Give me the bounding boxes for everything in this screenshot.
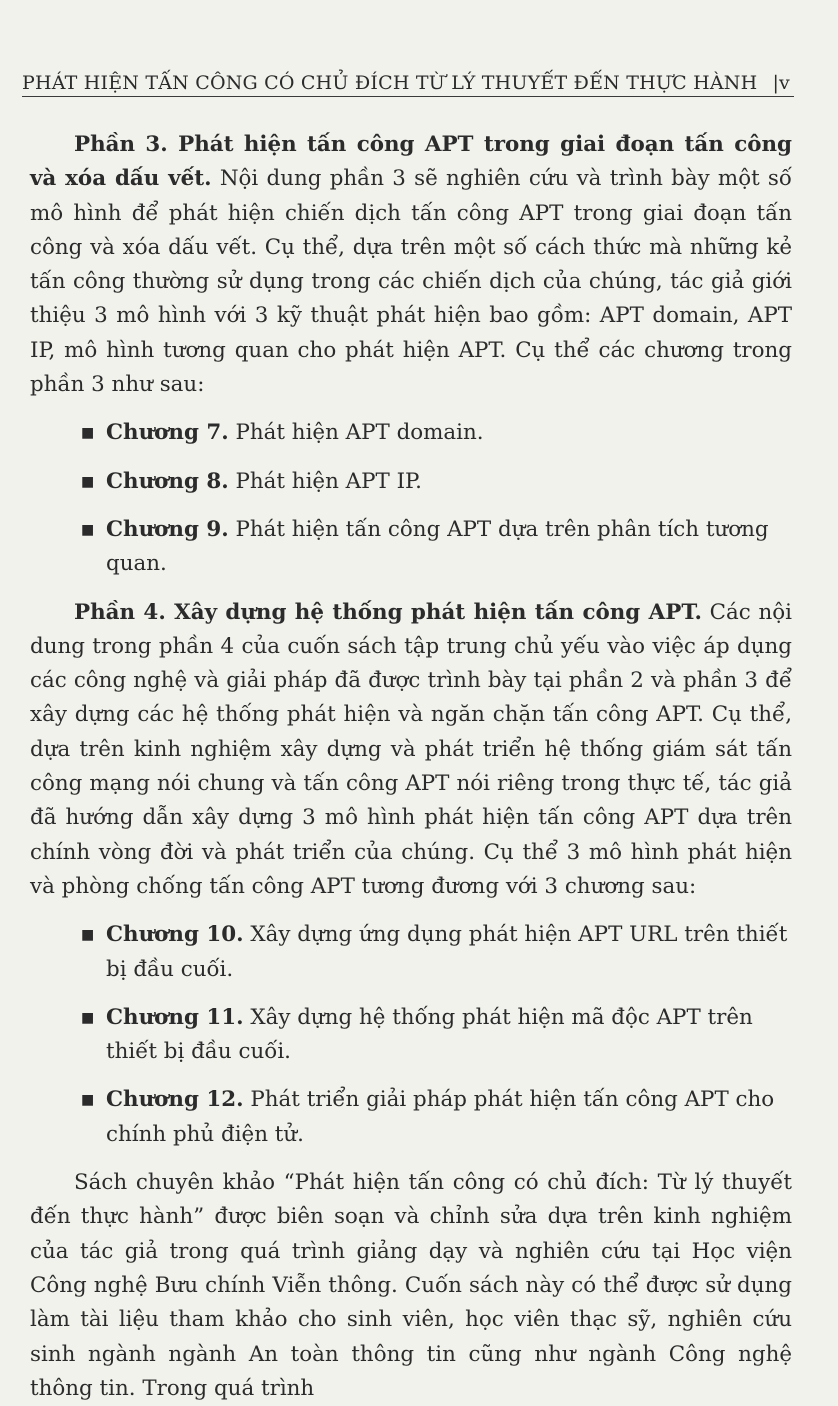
part3-chapter-list: [30, 416, 792, 581]
chapter-title: Xây dựng hệ thống phát hiện mã độc APT trên thiết bị đầu cuối.: [106, 1004, 753, 1065]
chapter-title: Xây dựng ứng dụng phát hiện APT URL trên thiết bị đầu cuối.: [106, 922, 788, 982]
list-item: [30, 416, 792, 450]
bullet-icon: ■: [81, 473, 95, 490]
chapter-title: Phát hiện APT domain.: [228, 420, 484, 446]
page-number: |v: [772, 72, 790, 94]
part4-text: Các nội dung trong phần 4 của cuốn sách tập trung chủ yếu vào việc áp dụng các công nghệ và giải pháp đã được trình bày tại phần 2 và phần 3 để xây dựng các hệ thống phát hiện và ngăn chặn tấn công APT. Cụ thể, dựa trên kinh nghiệm xây dựng và phát triển hệ thống giám sát tấn công mạng nói chung và tấn công APT nói riêng trong thực tế, tác giả đã hướng dẫn xây dựng 3 mô hình phát hiện tấn công APT dựa trên chính vòng đời và phát triển của chúng. Cụ thể 3 mô hình phát hiện và phòng chống tấn công APT tương đương với 3 chương sau:: [30, 599, 792, 899]
chapter-title: Phát triển giải pháp phát hiện tấn công APT cho chính phủ điện tử.: [106, 1087, 775, 1147]
body-text: [30, 128, 792, 1406]
chapter-label: Chương 7.: [106, 420, 229, 446]
part3-heading: Phần 3. Phát hiện tấn công APT trong giai đoạn tấn công và xóa dấu vết.: [30, 132, 792, 192]
chapter-title: Phát hiện APT IP.: [228, 468, 422, 494]
chapter-label: Chương 11.: [106, 1004, 244, 1030]
running-header: [22, 70, 794, 97]
part3-paragraph: [30, 128, 792, 402]
chapter-label: Chương 9.: [106, 516, 229, 542]
chapter-label: Chương 10.: [106, 922, 244, 948]
part4-paragraph: [30, 596, 792, 905]
list-item: [30, 1083, 792, 1152]
bullet-icon: ■: [81, 1009, 95, 1026]
list-item: [30, 1001, 792, 1070]
bullet-icon: ■: [81, 927, 95, 944]
closing-paragraph: Sách chuyên khảo “Phát hiện tấn công có chủ đích: Từ lý thuyết đến thực hành” được biên soạn và chỉnh sửa dựa trên kinh nghiệm của tác giả trong quá trình giảng dạy và nghiên cứu tại Học viện Công nghệ Bưu chính Viễn thông. Cuốn sách này có thể được sử dụng làm tài liệu tham khảo cho sinh viên, học viên thạc sỹ, nghiên cứu sinh ngành ngành An toàn thông tin cũng như ngành Công nghệ thông tin. Trong quá trình: [30, 1170, 792, 1401]
bullet-icon: ■: [81, 521, 95, 538]
list-item: [30, 465, 792, 499]
bullet-icon: ■: [81, 425, 95, 442]
chapter-label: Chương 12.: [106, 1087, 244, 1113]
chapter-title: Phát hiện tấn công APT dựa trên phân tích tương quan.: [106, 516, 769, 577]
list-item: [30, 918, 792, 987]
running-header-title: PHÁT HIỆN TẤN CÔNG CÓ CHỦ ĐÍCH TỪ LÝ THUYẾT ĐẾN THỰC HÀNH: [22, 72, 758, 94]
list-item: [30, 513, 792, 582]
part3-text: Nội dung phần 3 sẽ nghiên cứu và trình bày một số mô hình để phát hiện chiến dịch tấn công APT trong giai đoạn tấn công và xóa dấu vết. Cụ thể, dựa trên một số cách thức mà những kẻ tấn công thường sử dụng trong các chiến dịch của chúng, tác giả giới thiệu 3 mô hình với 3 kỹ thuật phát hiện bao gồm: APT domain, APT IP, mô hình tương quan cho phát hiện APT. Cụ thể các chương trong phần 3 như sau:: [30, 166, 792, 398]
part4-chapter-list: [30, 918, 792, 1152]
chapter-label: Chương 8.: [106, 468, 229, 494]
part4-heading: Phần 4. Xây dựng hệ thống phát hiện tấn công APT.: [74, 599, 702, 625]
bullet-icon: ■: [81, 1092, 95, 1109]
